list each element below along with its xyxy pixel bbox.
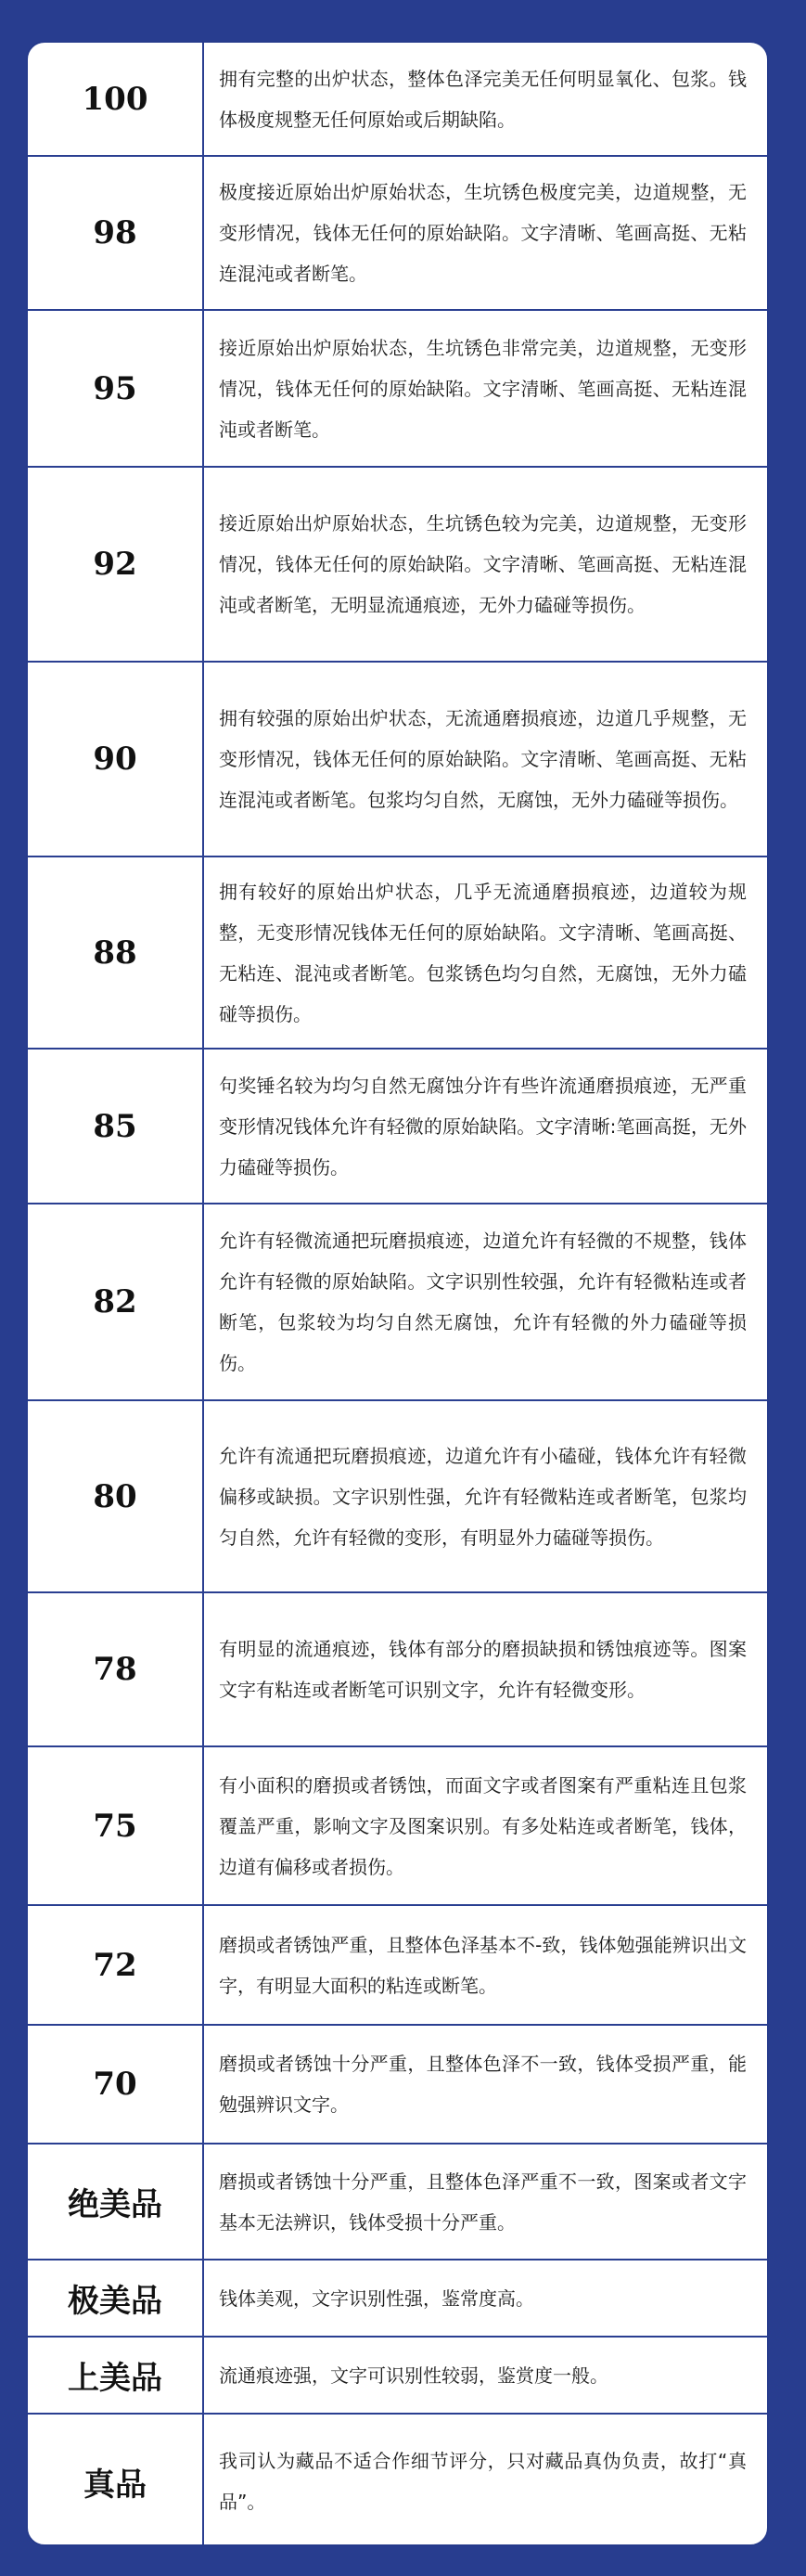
table-row [28, 1746, 767, 1905]
table-row [28, 1592, 767, 1746]
grade-description: 极度接近原始出炉原始状态，生坑锈色极度完美，边道规整，无变形情况，钱体无任何的原始缺陷。文字清晰、笔画高挺、无粘连混沌或者断笔。 [203, 156, 767, 310]
grading-table [28, 43, 767, 2546]
table-row [28, 310, 767, 467]
grade-value: 82 [28, 1204, 203, 1400]
grade-value: 72 [28, 1905, 203, 2025]
grade-value: 极美品 [28, 2260, 203, 2337]
grade-description: 有小面积的磨损或者锈蚀，而面文字或者图案有严重粘连且包浆覆盖严重，影响文字及图案识别。有多处粘连或者断笔，钱体，边道有偏移或者损伤。 [203, 1746, 767, 1905]
grade-description: 允许有流通把玩磨损痕迹，边道允许有小磕碰，钱体允许有轻微偏移或缺损。文字识别性强，允许有轻微粘连或者断笔，包浆均匀自然，允许有轻微的变形，有明显外力磕碰等损伤。 [203, 1400, 767, 1592]
grade-value: 绝美品 [28, 2144, 203, 2260]
grade-description: 拥有较好的原始出炉状态，几乎无流通磨损痕迹，边道较为规整，无变形情况钱体无任何的原始缺陷。文字清晰、笔画高挺、无粘连、混沌或者断笔。包浆锈色均匀自然，无腐蚀，无外力磕碰等损伤。 [203, 857, 767, 1049]
table-row [28, 857, 767, 1049]
table-row [28, 2414, 767, 2546]
table-row [28, 1204, 767, 1400]
table-row [28, 1905, 767, 2025]
table-row [28, 467, 767, 662]
grade-description: 接近原始出炉原始状态，生坑锈色较为完美，边道规整，无变形情况，钱体无任何的原始缺陷。文字清晰、笔画高挺、无粘连混沌或者断笔，无明显流通痕迹，无外力磕碰等损伤。 [203, 467, 767, 662]
table-row [28, 2260, 767, 2337]
table-row [28, 2144, 767, 2260]
grade-value: 78 [28, 1592, 203, 1746]
grade-value: 上美品 [28, 2337, 203, 2414]
table-row [28, 1400, 767, 1592]
table-row [28, 662, 767, 857]
grade-description: 允许有轻微流通把玩磨损痕迹，边道允许有轻微的不规整，钱体允许有轻微的原始缺陷。文字识别性较强，允许有轻微粘连或者断笔，包浆较为均匀自然无腐蚀，允许有轻微的外力磕碰等损伤。 [203, 1204, 767, 1400]
table-row [28, 2025, 767, 2144]
grade-value: 98 [28, 156, 203, 310]
grade-value: 75 [28, 1746, 203, 1905]
grade-description: 有明显的流通痕迹，钱体有部分的磨损缺损和锈蚀痕迹等。图案文字有粘连或者断笔可识别文字，允许有轻微变形。 [203, 1592, 767, 1746]
grade-description: 磨损或者锈蚀十分严重，且整体色泽严重不一致，图案或者文字基本无法辨识，钱体受损十分严重。 [203, 2144, 767, 2260]
grade-value: 真品 [28, 2414, 203, 2546]
grade-description: 拥有较强的原始出炉状态，无流通磨损痕迹，边道几乎规整，无变形情况，钱体无任何的原始缺陷。文字清晰、笔画高挺、无粘连混沌或者断笔。包浆均匀自然，无腐蚀，无外力磕碰等损伤。 [203, 662, 767, 857]
table-row [28, 1049, 767, 1204]
grading-panel [26, 41, 769, 2546]
grade-description: 句奖锤名较为均匀自然无腐蚀分许有些许流通磨损痕迹，无严重变形情况钱体允许有轻微的原始缺陷。文字清晰:笔画高挺，无外力磕碰等损伤。 [203, 1049, 767, 1204]
grade-value: 95 [28, 310, 203, 467]
table-row [28, 43, 767, 156]
grade-value: 92 [28, 467, 203, 662]
grade-description: 钱体美观，文字识别性强，鉴常度高。 [203, 2260, 767, 2337]
grade-description: 接近原始出炉原始状态，生坑锈色非常完美，边道规整，无变形情况，钱体无任何的原始缺陷。文字清晰、笔画高挺、无粘连混沌或者断笔。 [203, 310, 767, 467]
grade-description: 我司认为藏品不适合作细节评分，只对藏品真伪负责，故打“真品”。 [203, 2414, 767, 2546]
grade-value: 80 [28, 1400, 203, 1592]
table-row [28, 156, 767, 310]
grade-value: 85 [28, 1049, 203, 1204]
grade-value: 70 [28, 2025, 203, 2144]
grade-description: 拥有完整的出炉状态，整体色泽完美无任何明显氧化、包浆。钱体极度规整无任何原始或后期缺陷。 [203, 43, 767, 156]
grade-description: 流通痕迹强，文字可识别性较弱，鉴赏度一般。 [203, 2337, 767, 2414]
grade-value: 88 [28, 857, 203, 1049]
grade-value: 100 [28, 43, 203, 156]
grade-value: 90 [28, 662, 203, 857]
table-row [28, 2337, 767, 2414]
grade-description: 磨损或者锈蚀严重，且整体色泽基本不-致，钱体勉强能辨识出文字，有明显大面积的粘连或断笔。 [203, 1905, 767, 2025]
grade-description: 磨损或者锈蚀十分严重，且整体色泽不一致，钱体受损严重，能勉强辨识文字。 [203, 2025, 767, 2144]
